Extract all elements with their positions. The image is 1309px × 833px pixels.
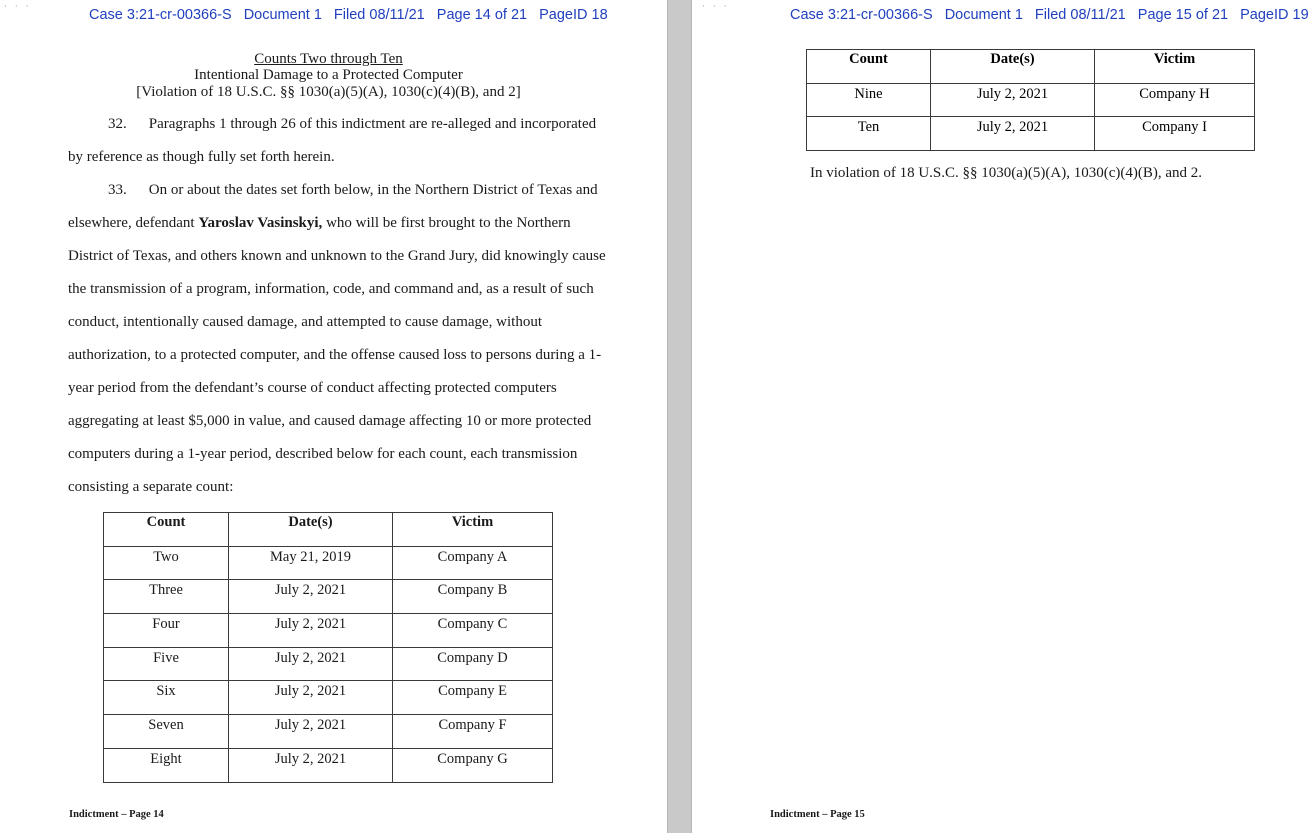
count-cell: Eight: [104, 748, 229, 782]
count-cell: Three: [104, 580, 229, 614]
page-id: PageID 19: [1240, 7, 1309, 23]
table-row: [104, 647, 553, 681]
filed-date: Filed 08/11/21: [333, 7, 425, 23]
date-cell: July 2, 2021: [229, 681, 393, 715]
paragraph-33-line-3: District of Texas, and others known and unknown to the Grand Jury, did knowingly cause: [68, 248, 606, 264]
table-row: [807, 83, 1255, 117]
counts-table: [103, 512, 553, 783]
table-row: [104, 580, 553, 614]
paragraph-33-line-6: authorization, to a protected computer, and the offense caused loss to persons during a 1-: [68, 347, 602, 363]
paragraph-number: 33.: [108, 182, 127, 198]
paragraph-text: On or about the dates set forth below, in the Northern District of Texas and: [148, 182, 598, 198]
paragraph-33-line-2: [68, 216, 571, 231]
page-header: [790, 7, 1309, 23]
column-header-count: Count: [807, 50, 931, 84]
table-row: [104, 715, 553, 749]
victim-cell: Company H: [1095, 83, 1255, 117]
defendant-name: Yaroslav Vasinskyi,: [198, 215, 323, 231]
filed-date: Filed 08/11/21: [1034, 7, 1126, 23]
page-indicator: Page 14 of 21: [436, 7, 528, 23]
table-row: [807, 117, 1255, 151]
column-header-dates: Date(s): [931, 50, 1095, 84]
caption-title: Counts Two through Ten: [254, 51, 403, 67]
victim-cell: Company D: [393, 647, 553, 681]
count-cell: Five: [104, 647, 229, 681]
column-header-victim: Victim: [1095, 50, 1255, 84]
paragraph-33-line-7: year period from the defendant’s course of conduct affecting protected computers: [68, 380, 557, 396]
case-number: Case 3:21-cr-00366-S: [790, 7, 933, 23]
caption-subtitle: Intentional Damage to a Protected Computer: [194, 67, 463, 84]
date-cell: July 2, 2021: [931, 117, 1095, 151]
date-cell: July 2, 2021: [229, 647, 393, 681]
page-gutter: [667, 0, 692, 833]
date-cell: July 2, 2021: [229, 580, 393, 614]
victim-cell: Company B: [393, 580, 553, 614]
table-header-row: [104, 513, 553, 547]
page-footer: Indictment – Page 15: [770, 809, 865, 820]
column-header-victim: Victim: [393, 513, 553, 547]
page-footer: Indictment – Page 14: [69, 809, 164, 820]
table-row: [104, 546, 553, 580]
paragraph-text: elsewhere, defendant: [68, 215, 199, 231]
column-header-count: Count: [104, 513, 229, 547]
count-cell: Seven: [104, 715, 229, 749]
victim-cell: Company G: [393, 748, 553, 782]
count-cell: Two: [104, 546, 229, 580]
counts-caption: [70, 51, 587, 100]
count-cell: Four: [104, 614, 229, 648]
paragraph-text: who will be first brought to the Northern: [322, 215, 571, 231]
date-cell: July 2, 2021: [229, 748, 393, 782]
count-cell: Nine: [807, 83, 931, 117]
table-row: [104, 681, 553, 715]
caption-violation: [Violation of 18 U.S.C. §§ 1030(a)(5)(A), 1030(c)(4)(B), and 2]: [136, 83, 521, 100]
page-id: PageID 18: [539, 7, 608, 23]
column-header-dates: Date(s): [229, 513, 393, 547]
victim-cell: Company A: [393, 546, 553, 580]
page-header: [89, 7, 608, 23]
victim-cell: Company I: [1095, 117, 1255, 151]
document-number: Document 1: [243, 7, 322, 23]
count-cell: Six: [104, 681, 229, 715]
table-header-row: [807, 50, 1255, 84]
paragraph-33-line-8: aggregating at least $5,000 in value, and caused damage affecting 10 or more protected: [68, 413, 592, 429]
paragraph-33-line-4: the transmission of a program, information, code, and command and, as a result of such: [68, 281, 594, 297]
table-row: [104, 614, 553, 648]
scan-specks: ···: [702, 2, 735, 12]
count-cell: Ten: [807, 117, 931, 151]
victim-cell: Company C: [393, 614, 553, 648]
paragraph-32-line-1: [108, 117, 596, 132]
case-number: Case 3:21-cr-00366-S: [89, 7, 232, 23]
paragraph-text: Paragraphs 1 through 26 of this indictment are re-alleged and incorporated: [148, 116, 597, 132]
date-cell: July 2, 2021: [931, 83, 1095, 117]
violation-statement: In violation of 18 U.S.C. §§ 1030(a)(5)(A), 1030(c)(4)(B), and 2.: [810, 165, 1202, 181]
victim-cell: Company E: [393, 681, 553, 715]
page-indicator: Page 15 of 21: [1137, 7, 1229, 23]
victim-cell: Company F: [393, 715, 553, 749]
date-cell: July 2, 2021: [229, 715, 393, 749]
paragraph-33-line-10: consisting a separate count:: [68, 479, 234, 495]
paragraph-33-line-9: computers during a 1-year period, described below for each count, each transmission: [68, 446, 578, 462]
counts-table-continued: [806, 49, 1255, 151]
paragraph-32-line-2: by reference as though fully set forth herein.: [68, 149, 335, 165]
paragraph-33-line-1: [108, 183, 598, 198]
scan-specks: ···: [4, 2, 37, 12]
paragraph-33-line-5: conduct, intentionally caused damage, and attempted to cause damage, without: [68, 314, 543, 330]
date-cell: July 2, 2021: [229, 614, 393, 648]
table-row: [104, 748, 553, 782]
paragraph-number: 32.: [108, 116, 127, 132]
date-cell: May 21, 2019: [229, 546, 393, 580]
document-number: Document 1: [944, 7, 1023, 23]
